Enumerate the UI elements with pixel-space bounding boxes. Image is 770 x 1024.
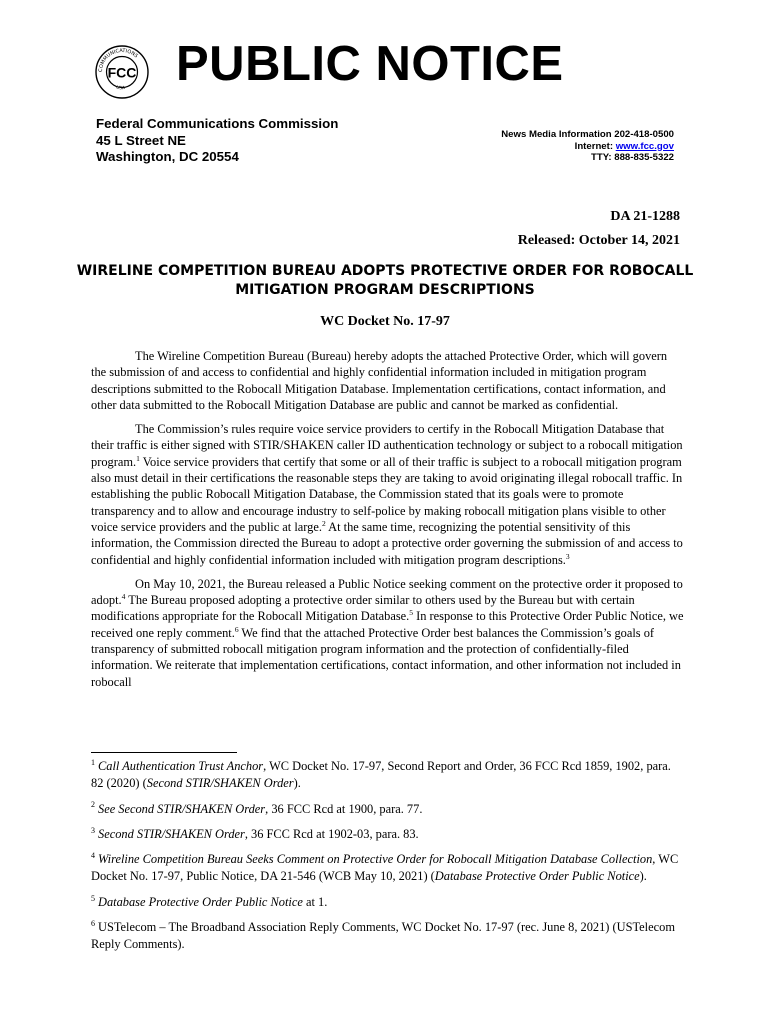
release-date: Released: October 14, 2021 [517,233,680,248]
footnote-2: $^2$ See Second STIR/SHAKEN Order, 36 FCC Rcd at 1900, para. 77. [91,800,423,816]
paragraph-3: On May 10, 2021, the Bureau released a Public Notice seeking comment on the protective order it proposed to adopt.$^4$ The Bureau proposed adopting a protective order similar to others used by the Bureau but with certain modifications appropriate for the Robocall Mitigation Database.$^5$ In response to this Protective Order Public Notice, we received one reply comment.$^6$ We find that the attached Protective Order best balances the Commission’s goals of transparency of submitted robocall mitigation program information and the protection of confidentially-filed information. We reiterate that implementation certifications, contact information, and other information not included in robocall [91,576,684,689]
internet-line: Internet: www.fcc.gov [574,140,674,152]
city-address: Washington, DC 20554 [96,149,239,164]
footnote-ref-4[interactable]: 4 [121,592,126,602]
svg-text:FCC: FCC [107,64,137,81]
fcc-website-link[interactable]: www.fcc.gov [615,140,674,152]
footnote-ref-1[interactable]: 1 [136,453,140,463]
news-media-line: News Media Information 202-418-0500 [501,129,674,140]
document-meta [518,205,680,253]
footnote-3: $^3$ Second STIR/SHAKEN Order, 36 FCC Rcd at 1902-03, para. 83. [91,825,419,841]
media-contact [501,129,674,164]
footnote-ref-6[interactable]: 6 [234,624,239,634]
docket-number: WC Docket No. 17-97 [320,314,450,329]
headline: PUBLIC NOTICE [176,37,564,91]
street-address: 45 L Street NE [96,132,186,148]
footnote-6: $^6$ USTelecom – The Broadband Association Reply Comments, WC Docket No. 17-97 (rec. June 8, 2021) (USTelecom Reply Comments). [91,918,675,952]
body-text [91,348,684,698]
fcc-seal-icon [94,44,150,100]
da-number: DA 21-1288 [610,209,680,224]
tty-line: TTY: 888-835-5322 [590,152,674,163]
footnote-1: $^1$ Call Authentication Trust Anchor, WC Docket No. 17-97, Second Report and Order, 36 FCC Rcd 1859, 1902, para. 82 (2020) (Second STIR/SHAKEN Order). [91,757,671,791]
document-title: WIRELINE COMPETITION BUREAU ADOPTS PROTECTIVE ORDER FOR ROBOCALL MITIGATION PROGRAM DESCRIPTIONS [76,263,694,298]
footnote-4: $^4$ Wireline Competition Bureau Seeks Comment on Protective Order for Robocall Mitigation Database Collection, WC Docket No. 17-97, Public Notice, DA 21-546 (WCB May 10, 2021) (Database Protective Order Public Notice). [91,851,679,884]
agency-name: Federal Communications Commission [96,116,339,131]
footnote-ref-3[interactable]: 3 [565,551,570,561]
paragraph-2: The Commission’s rules require voice service providers to certify in the Robocall Mitigation Database that their traffic is either signed with STIR/SHAKEN caller ID authentication technology or subject to a robocall mitigation program.$^1$ Voice service providers that certify that some or all of their traffic is subject to a robocall mitigation program also must detail in their certifications the reasonable steps they are taking to avoid originating illegal robocall traffic. In establishing the public Robocall Mitigation Database, the Commission stated that its goals were to promote transparency and to allow and encourage industry to self-police by making robocall mitigation plans visible to other voice service providers and the public at large.$^2$ At the same time, recognizing the potential sensitivity of this information, the Commission directed the Bureau to adopt a protective order governing the submission of and access to confidential and highly confidential information included with mitigation program descriptions.$^3$ [91,422,683,567]
svg-text:USA: USA [115,85,126,92]
agency-address [96,116,338,166]
footnote-ref-5[interactable]: 5 [409,608,414,618]
footnote-separator [91,752,237,753]
footnote-5: $^5$ Database Protective Order Public Notice at 1. [91,893,328,909]
paragraph-1: The Wireline Competition Bureau (Bureau) hereby adopts the attached Protective Order, which will govern the submission of and access to confidential and highly confidential information included in mitigation program descriptions submitted to the Robocall Mitigation Database. Implementation certifications, contact information, and other data submitted to the Robocall Mitigation Database are public and cannot be marked as confidential. [91,349,668,412]
footnote-ref-2[interactable]: 2 [321,518,326,528]
footnotes [91,758,684,962]
svg-text:COMMUNICATIONS: COMMUNICATIONS [97,47,139,73]
